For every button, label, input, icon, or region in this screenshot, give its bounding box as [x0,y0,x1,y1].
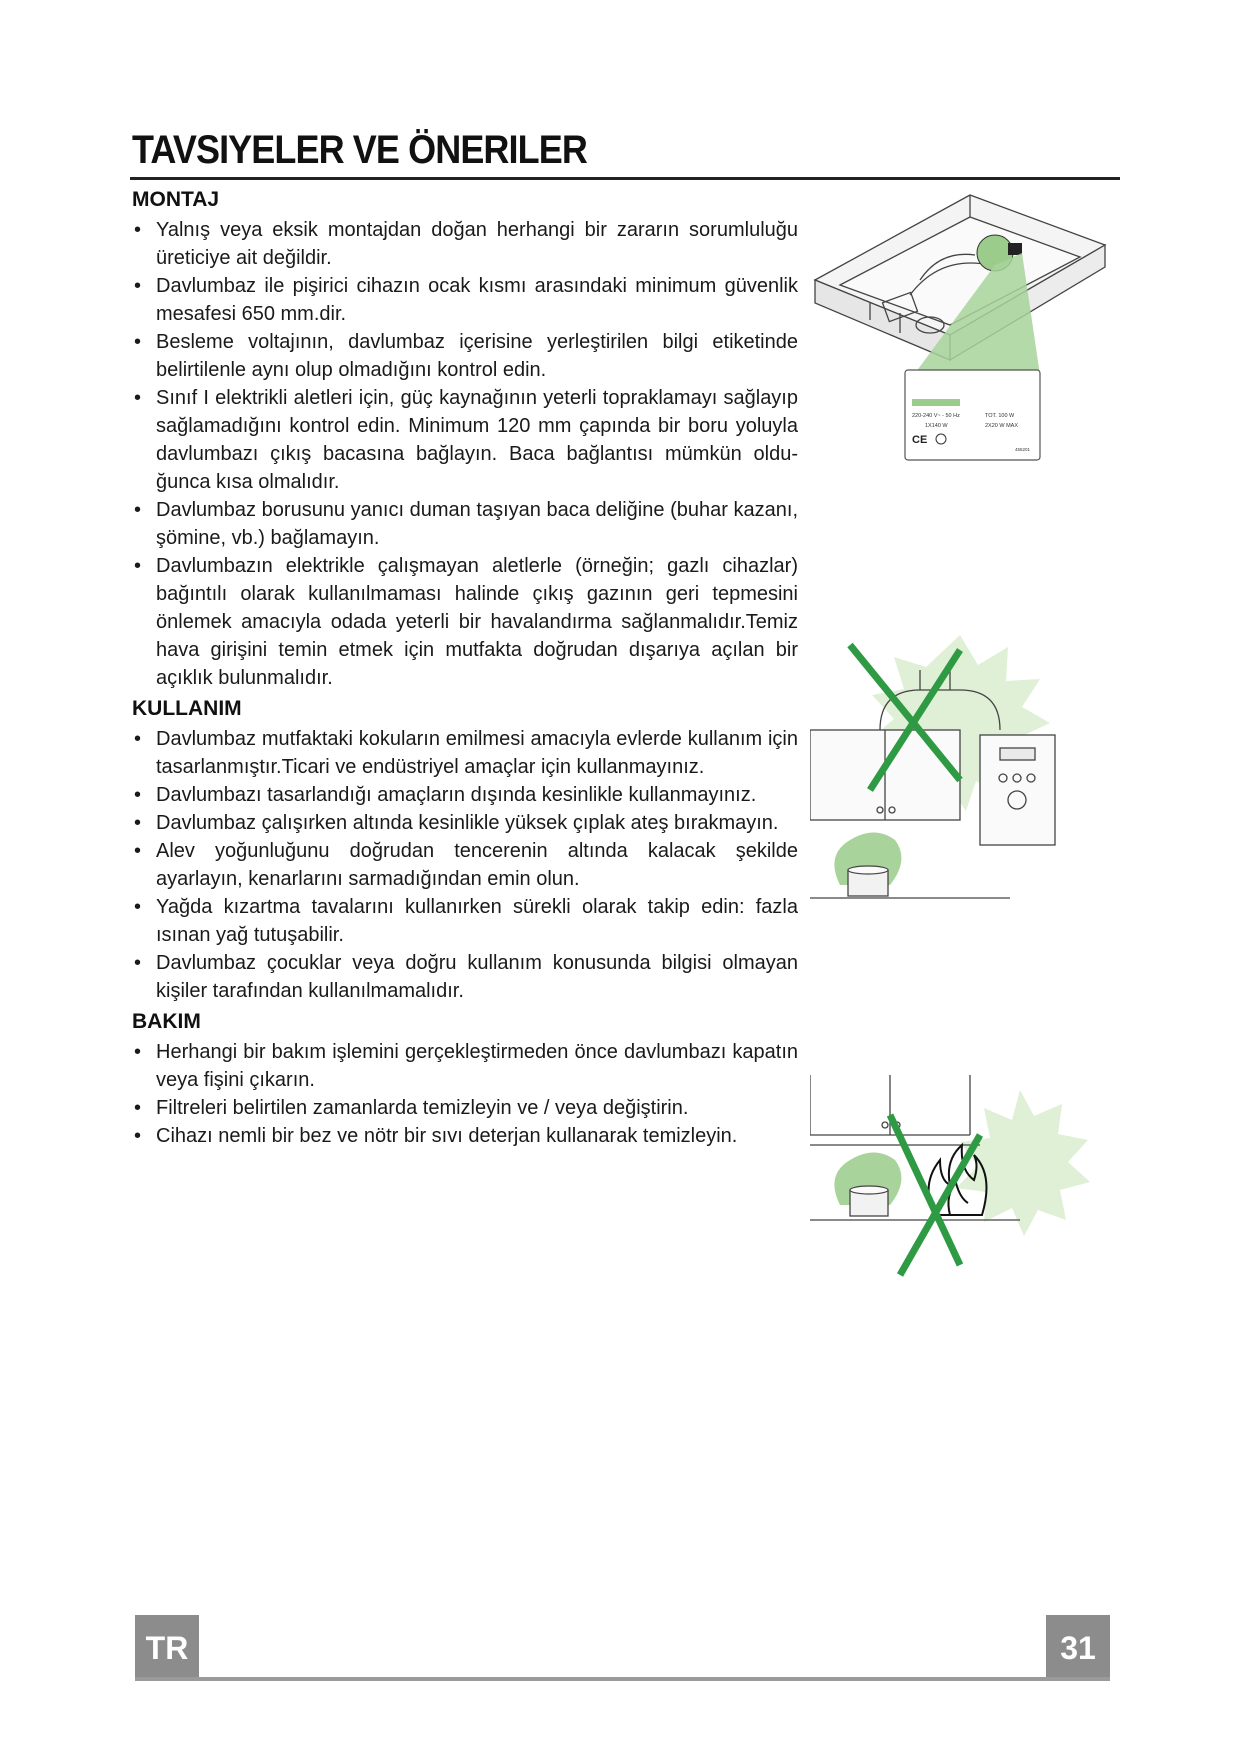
footer-rule [135,1677,1110,1681]
rating-total-power: TOT. 100 W [985,413,1015,419]
rating-voltage: 220-240 V~ - 50 Hz [912,413,960,419]
bullet-list-kullanim [132,725,798,1005]
rating-code: 455201 [1015,447,1031,452]
list-item: • Davlumbaz mutfaktaki kokuların emilmesi amacıyla evlerde kullanım için tasarlanmıştır.Ticari ve endüstriyel amaçlar için kullanmayınız. [132,725,798,781]
section-montaj [132,186,798,692]
list-item: • Davlumbazı tasarlandığı amaçların dışında kesinlikle kullanmayınız. [132,781,798,809]
list-item: • Davlumbaz ile pişirici cihazın ocak kısmı arasındaki minimum güvenlik mesafesi 650 mm.dir. [132,272,798,328]
language-tab: TR [135,1615,199,1681]
text-column [132,186,798,1153]
bullet-list-bakim [132,1038,798,1150]
list-item: • Davlumbaz çalışırken altında kesinlikle yüksek çıplak ateş bırakmayın. [132,809,798,837]
hood-rating-label-illustration [810,185,1110,515]
section-bakim [132,1008,798,1150]
list-item: • Alev yoğunluğunu doğrudan tencerenin altında kalacak şekilde ayarlayın, kenarlarını sarmadığından emin olun. [132,837,798,893]
page-number: 31 [1046,1615,1110,1681]
list-item: • Davlumbaz borusunu yanıcı duman taşıyan baca deliğine (buhar kazanı, şömine, vb.) bağlamayın. [132,496,798,552]
title-rule [130,177,1120,180]
no-open-flame-illustration [810,630,1110,940]
list-item: • Cihazı nemli bir bez ve nötr bir sıvı deterjan kullanarak temizleyin. [132,1122,798,1150]
list-item: • Davlumbaz çocuklar veya doğru kullanım konusunda bilgisi olmayan kişiler tarafından kullanılmamalıdır. [132,949,798,1005]
section-kullanim [132,695,798,1005]
list-item: • Herhangi bir bakım işlemini gerçekleştirmeden önce davlumbazı kapatın veya fişini çıkarın. [132,1038,798,1094]
list-item: • Yağda kızartma tavalarını kullanırken sürekli olarak takip edin: fazla ısınan yağ tutuşabilir. [132,893,798,949]
page-title: TAVSIYELER VE ÖNERILER [132,128,587,172]
rating-lamp: 2X20 W MAX [985,423,1019,429]
section-heading-montaj: MONTAJ [132,188,220,211]
list-item: • Filtreleri belirtilen zamanlarda temizleyin ve / veya değiştirin. [132,1094,798,1122]
list-item: • Davlumbazın elektrikle çalışmayan aletlerle (örneğin; gazlı cihazlar) bağıntılı olarak kullanılmaması halinde çıkış gazının geri tepmesini önlemek amacıyla odada yeterli bir havalandırma sağlanmalıdır.Temiz hava girişini temin etmek için mutfakta doğrudan dışarıya açılan bir açıklık bulunmalıdır. [132,552,798,692]
rating-motor: 1X140 W [925,423,948,429]
section-heading-bakim: BAKIM [132,1010,201,1033]
list-item: • Sınıf I elektrikli aletleri için, güç kaynağının yeterli topraklamayı sağlayıp sağlamadığını kontrol edin. Minimum 120 mm çapında bir boru yoluyla davlumbazı çıkış bacasına bağlayın. Baca bağlantısı mümkün oldu- ğunca kısa olmalıdır. [132,384,798,496]
no-frying-flame-illustration [810,1075,1110,1290]
ce-mark: CE [912,434,928,446]
list-item: • Besleme voltajının, davlumbaz içerisine yerleştirilen bilgi etiketinde belirtilenle aynı olup olmadığını kontrol edin. [132,328,798,384]
bullet-list-montaj [132,216,798,692]
section-heading-kullanim: KULLANIM [132,697,242,720]
list-item: • Yalnış veya eksik montajdan doğan herhangi bir zararın sorumluluğu üreticiye ait değildir. [132,216,798,272]
rating-label [905,370,1040,460]
